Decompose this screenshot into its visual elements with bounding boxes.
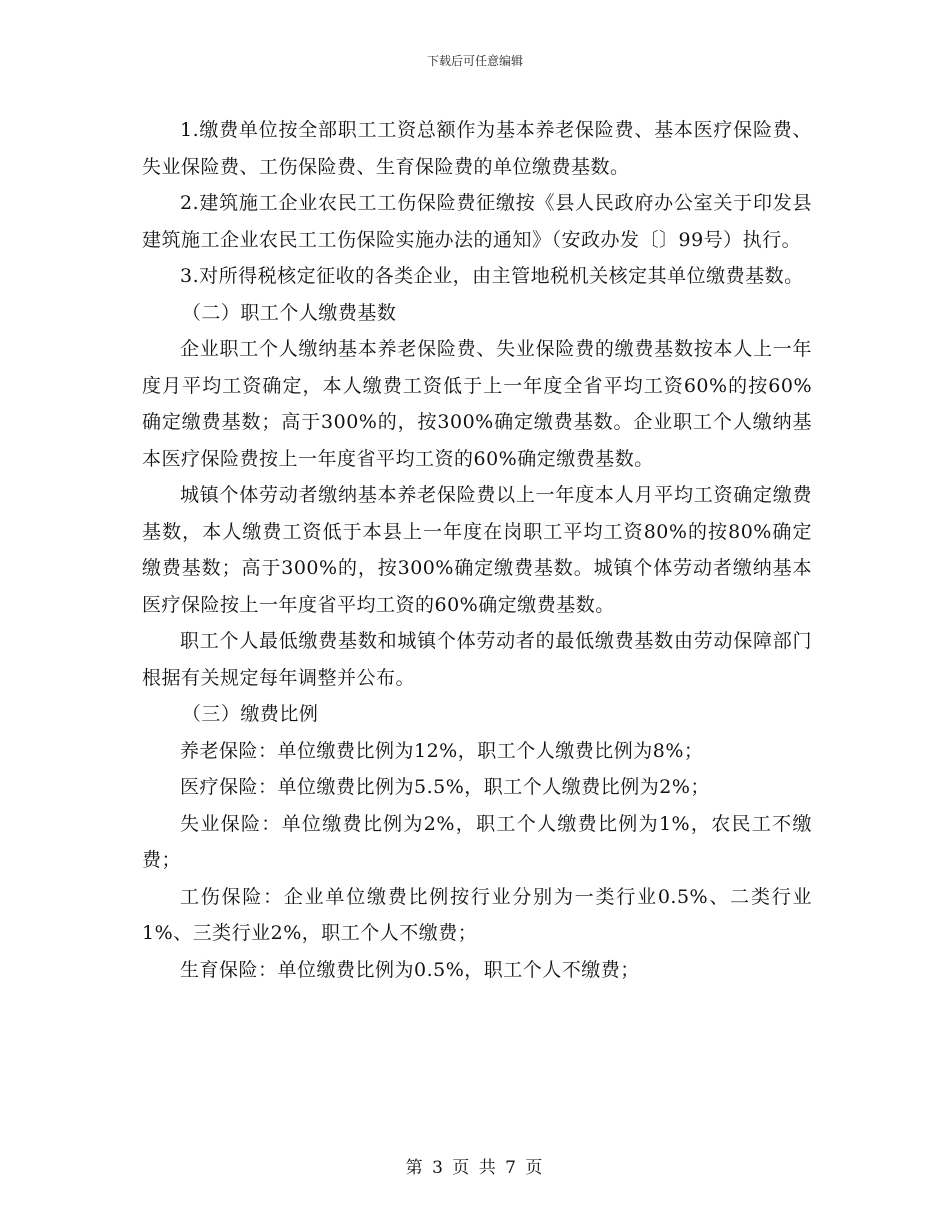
paragraph-enterprise-worker: 企业职工个人缴纳基本养老保险费、失业保险费的缴费基数按本人上一年度月平均工资确定，本人缴费工资低于上一年度全省平均工资60%的按60%确定缴费基数；高于300%的，按300%确定缴费基数。企业职工个人缴纳基本医疗保险费按上一年度省平均工资的60%确定缴费基数。	[142, 338, 812, 470]
rate-work-injury: 工伤保险：企业单位缴费比例按行业分别为一类行业0.5%、二类行业1%、三类行业2%，职工个人不缴费；	[142, 885, 812, 944]
page-number: 第 3 页 共 7 页	[405, 1158, 545, 1178]
paragraph-item-1: 1.缴费单位按全部职工工资总额作为基本养老保险费、基本医疗保险费、失业保险费、工伤保险费、生育保险费的单位缴费基数。	[142, 119, 812, 178]
page-header: 下载后可任意编辑	[426, 54, 523, 68]
paragraph-minimum-base: 职工个人最低缴费基数和城镇个体劳动者的最低缴费基数由劳动保障部门根据有关规定每年调整并公布。	[142, 630, 812, 689]
rate-medical: 医疗保险：单位缴费比例为5.5%，职工个人缴费比例为2%；	[180, 776, 710, 798]
paragraph-item-2: 2.建筑施工企业农民工工伤保险费征缴按《县人民政府办公室关于印发县建筑施工企业农民工工伤保险实施办法的通知》（安政办发〔〕99号）执行。	[142, 192, 812, 251]
section-heading-personal-base: （二）职工个人缴费基数	[181, 301, 397, 324]
rate-maternity: 生育保险：单位缴费比例为0.5%，职工个人不缴费；	[180, 958, 640, 981]
rate-pension: 养老保险：单位缴费比例为12%，职工个人缴费比例为8%；	[180, 739, 704, 762]
rate-unemployment: 失业保险：单位缴费比例为2%，职工个人缴费比例为1%，农民工不缴费；	[142, 812, 812, 871]
paragraph-urban-individual: 城镇个体劳动者缴纳基本养老保险费以上一年度本人月平均工资确定缴费基数，本人缴费工资低于本县上一年度在岗职工平均工资80%的按80%确定缴费基数；高于300%的，按300%确定缴费基数。城镇个体劳动者缴纳基本医疗保险按上一年度省平均工资的60%确定缴费基数。	[142, 484, 812, 616]
paragraph-item-3: 3.对所得税核定征收的各类企业，由主管地税机关核定其单位缴费基数。	[180, 265, 804, 287]
document-body	[142, 112, 812, 988]
section-heading-rates: （三）缴费比例	[181, 703, 319, 725]
